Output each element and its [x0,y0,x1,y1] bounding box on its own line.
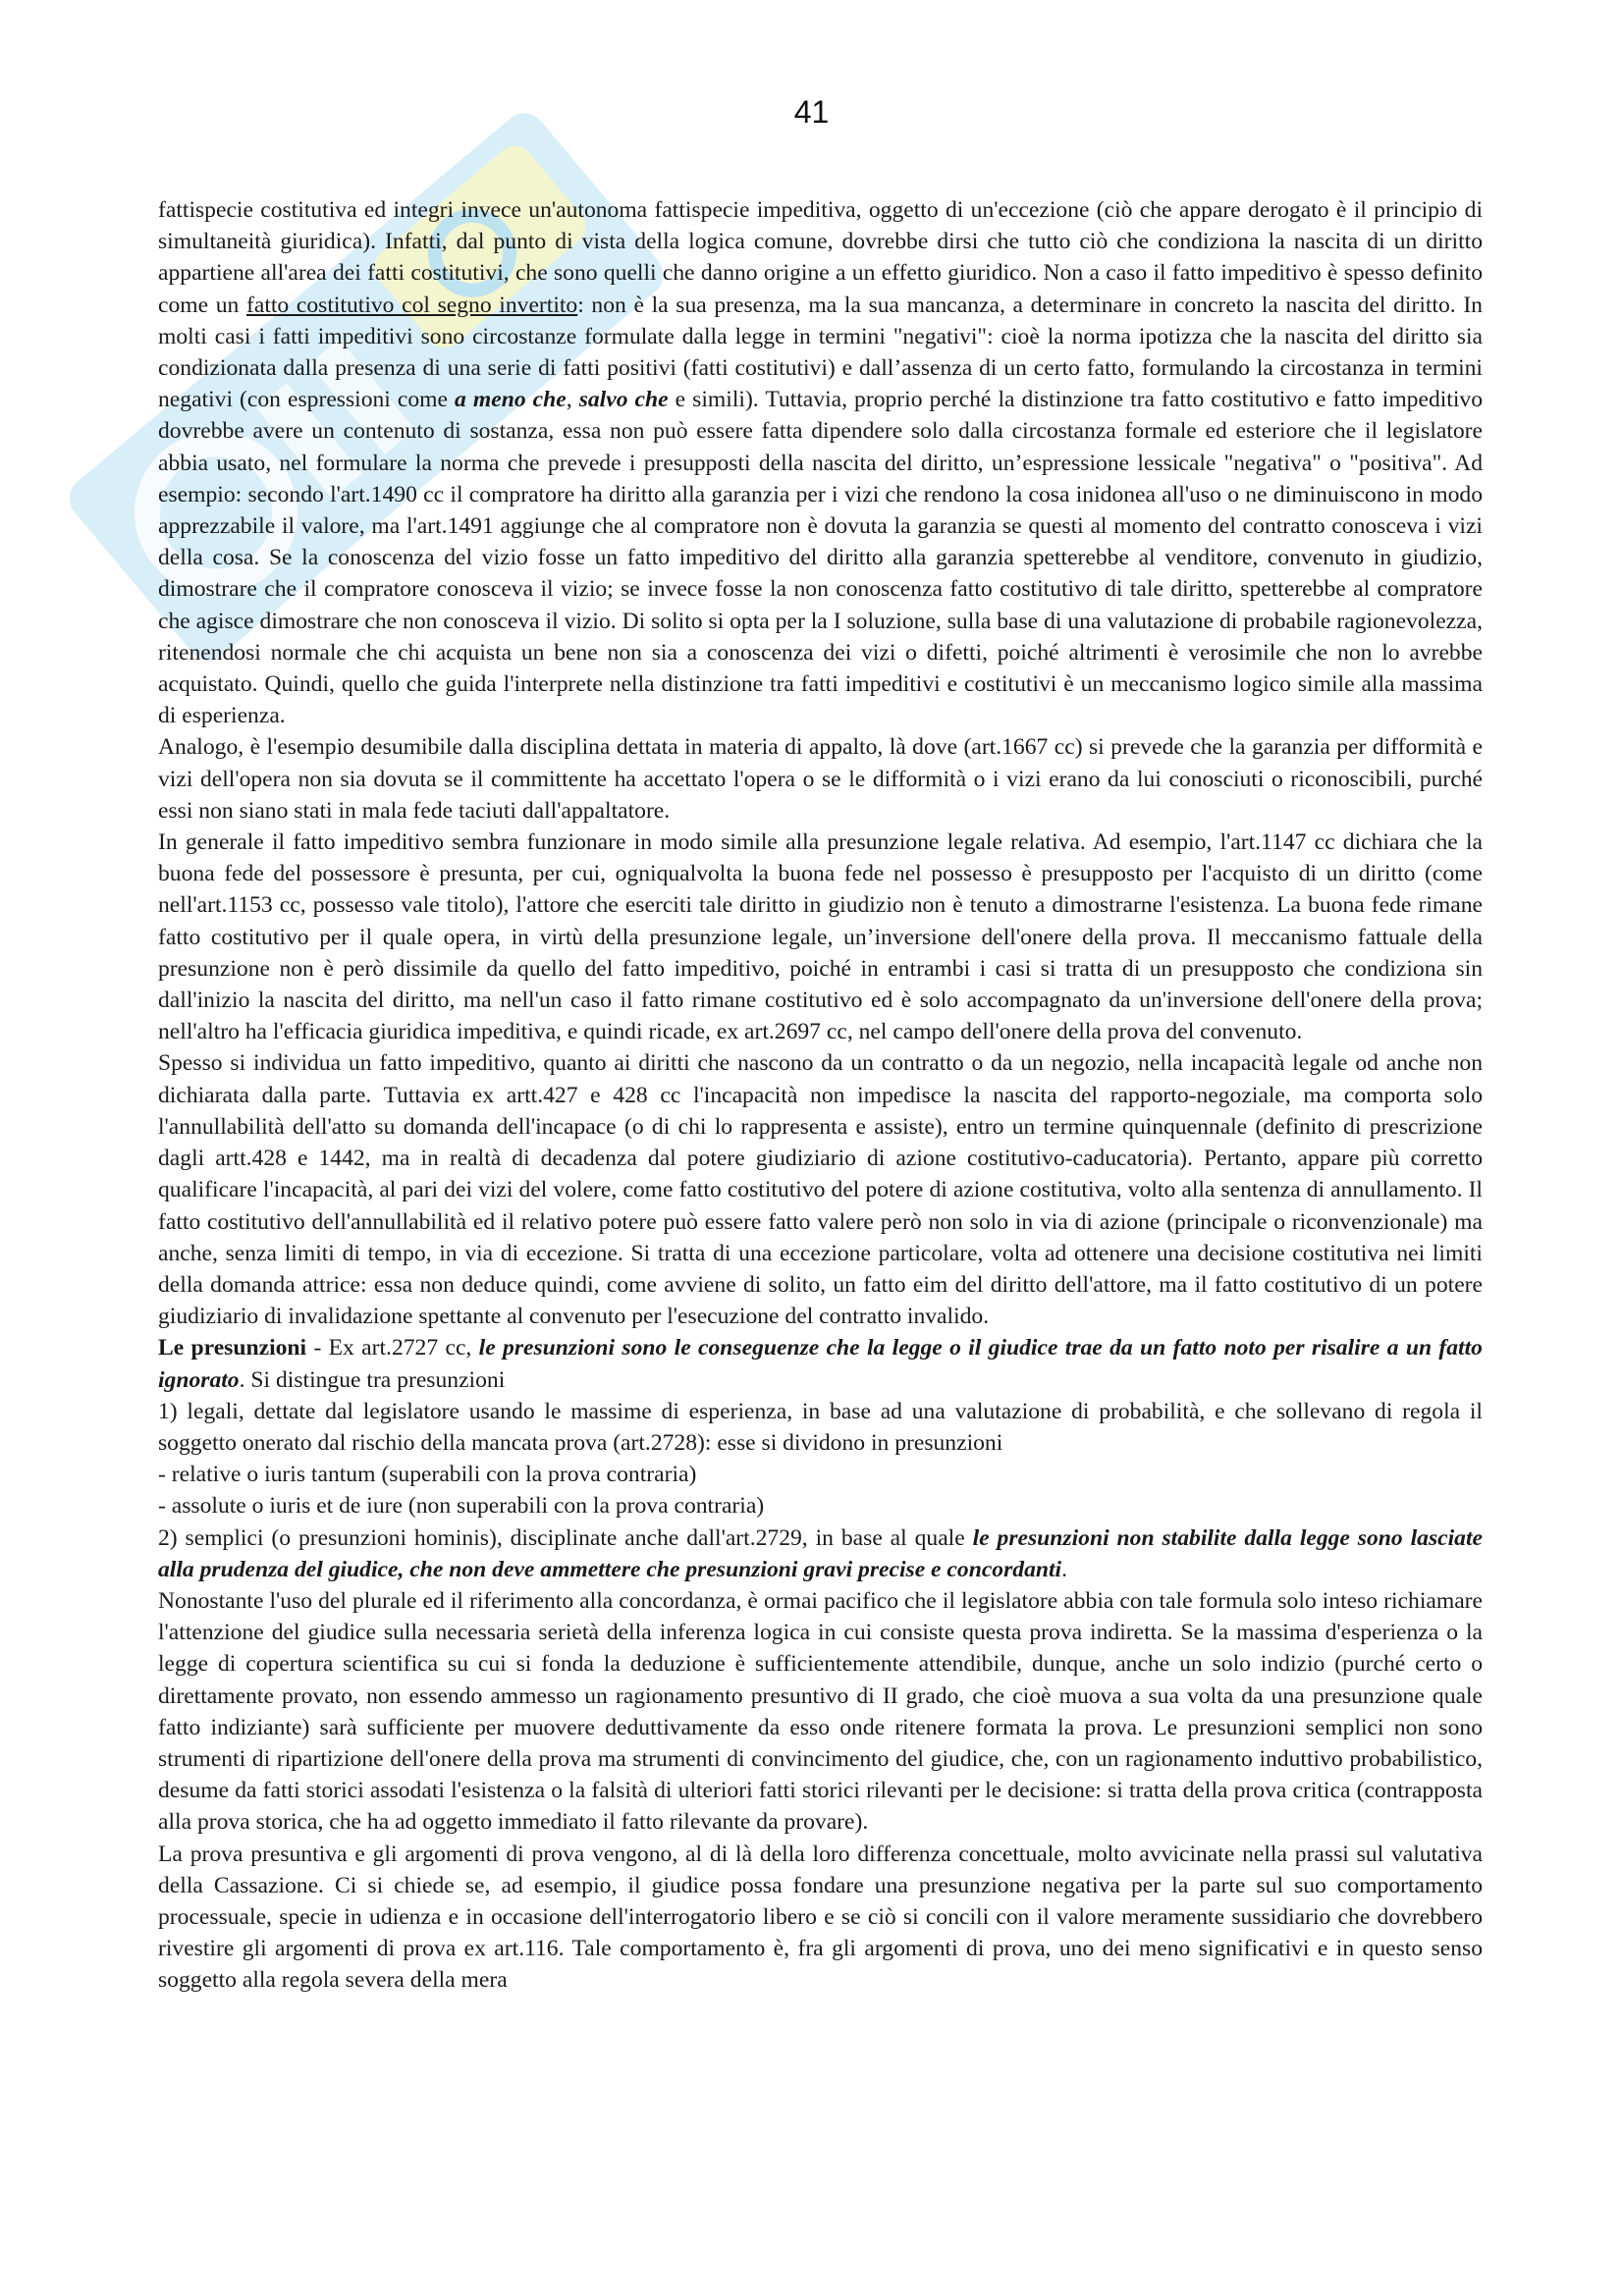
paragraph [158,1332,1483,1395]
paragraph-text: 2) semplici (o presunzioni hominis), disciplinate anche dall'art.2729, in base al quale [158,1524,973,1551]
paragraph-text: . [1061,1556,1068,1582]
legal-quote: le presunzioni non stabilite dalla legge sono lasciate alla prudenza del giudice, che non deve ammettere che presunzioni gravi precise e concordanti [158,1524,1483,1582]
paragraph-text: : non è la sua presenza, ma la sua mancanza, a determinare in concreto la nascita del diritto. In molti casi i fatti impeditivi sono circostanze formulate dalla legge in termini "negativi": cioè la norma ipotizza che la nascita del diritto sia condizionata dalla presenza di una serie di fatti positivi (fatti costitutivi) e dall’assenza di un certo fatto, formulando la circostanza in termini negativi (con espressioni come [158,292,1483,413]
paragraph: La prova presuntiva e gli argomenti di prova vengono, al di là della loro differenza concettuale, molto avvicinate nella prassi sul valutativa della Cassazione. Ci si chiede se, ad esempio, il giudice possa fondare una presunzione negativa per la parte sul suo comportamento processuale, specie in udienza e in occasione dell'interrogatorio libero e se ciò si concili con il valore meramente sussidiario che dovrebbero rivestire gli argomenti di prova ex art.116. Tale comportamento è, fra gli argomenti di prova, uno dei meno significativi e in questo senso soggetto alla regola severa della mera [158,1841,1483,1994]
document-body [158,194,1483,1997]
paragraph: Nonostante l'uso del plurale ed il riferimento alla concordanza, è ormai pacifico che il legislatore abbia con tale formula solo inteso richiamare l'attenzione del giudice sulla necessaria serietà della inferenza logica in cui consiste questa prova indiretta. Se la massima d'esperienza o la legge di copertura scientifica su cui si fonda la deduzione è sufficientemente attendibile, dunque, anche un solo indizio (purché certo o direttamente provato, non essendo ammesso un ragionamento presuntivo di II grado, che cioè muova a sua volta da una presunzione quale fatto indiziante) sarà sufficiente per muovere deduttivamente da esso onde ritenere formata la prova. Le presunzioni semplici non sono strumenti di ripartizione dell'onere della prova ma strumenti di convincimento del giudice, che, con un ragionamento induttivo probabilistico, desume da fatti storici assodati l'esistenza o la falsità di ulteriori fatti storici rilevanti per le decisione: si tratta della prova critica (contrapposta alla prova storica, che ha ad oggetto immediato il fatto rilevante da provare). [158,1587,1483,1836]
list-subitem: - assolute o iuris et de iure (non superabili con la prova contraria) [158,1493,765,1520]
section-heading: Le presunzioni [158,1335,307,1362]
list-subitem: - relative o iuris tantum (superabili con la prova contraria) [158,1462,697,1488]
emphasis-phrase: a meno che [455,387,567,413]
paragraph: Analogo, è l'esempio desumibile dalla disciplina dettata in materia di appalto, là dove (art.1667 cc) si prevede che la garanzia per difformità e vizi dell'opera non sia dovuta se il committente ha accettato l'opera o se le difformità o i vizi erano da lui conosciuti o riconoscibili, purché essi non siano stati in mala fede taciuti dall'appaltatore. [158,734,1483,824]
underlined-phrase: fatto costitutivo col segno invertito [245,292,578,318]
paragraph: Spesso si individua un fatto impeditivo, quanto ai diritti che nascono da un contratto o da un negozio, nella incapacità legale od anche non dichiarata dalla parte. Tuttavia ex artt.427 e 428 cc l'incapacità non impedisce la nascita del rapporto-negoziale, ma comporta solo l'annullabilità dell'atto su domanda dell'incapace (o di chi lo rappresenta e assiste), entro un termine quinquennale (definito di prescrizione dagli artt.428 e 1442, ma in realtà di decadenza dal potere giudiziario di azione costitutivo-caducatoria). Pertanto, appare più corretto qualificare l'incapacità, al pari dei vizi del volere, come fatto costitutivo del potere di azione costitutiva, volto alla sentenza di annullamento. Il fatto costitutivo dell'annullabilità ed il relativo potere può essere fatto valere però non solo in via di azione (principale o riconvenzionale) ma anche, senza limiti di tempo, in via di eccezione. Si tratta di una eccezione particolare, volta ad ottenere una decisione costitutiva nei limiti della domanda attrice: essa non deduce quindi, come avviene di solito, un fatto eim del diritto dell'attore, ma il fatto costitutivo di un potere giudiziario di invalidazione spettante al convenuto per l'esecuzione del contratto invalido. [158,1050,1483,1330]
legal-quote: le presunzioni sono le conseguenze che la legge o il giudice trae da un fatto noto per risalire a un fatto ignorato [158,1335,1483,1393]
list-item [158,1522,1483,1585]
paragraph-text: fattispecie costitutiva ed integri invece un'autonoma fattispecie impeditiva, oggetto di un'eccezione (ciò che appare derogato è il principio di simultaneità giuridica). Infatti, dal punto di vista della logica comune, dovrebbe dirsi che tutto ciò che condiziona la nascita di un diritto appartiene all'area dei fatti costitutivi, che sono quelli che danno origine a un effetto giuridico. Non a caso il fatto impeditivo è spesso definito come un [158,197,1483,318]
emphasis-phrase: salvo che [578,387,669,413]
paragraph [158,194,1483,731]
paragraph-text: - Ex art.2727 cc, [306,1335,479,1362]
paragraph-text: . Si distingue tra presunzioni [239,1366,506,1393]
page-number: 41 [793,94,830,130]
list-item: 1) legali, dettate dal legislatore usando le massime di esperienza, in base ad una valutazione di probabilità, e che sollevano di regola il soggetto onerato dal rischio della mancata prova (art.2728): esse si dividono in presunzioni [158,1398,1483,1456]
paragraph-text: e simili). Tuttavia, proprio perché la distinzione tra fatto costitutivo e fatto impeditivo dovrebbe avere un contenuto di sostanza, essa non può essere fatta dipendere solo dalla circostanza formale ed esteriore che il legislatore abbia usato, nel formulare la norma che prevede i presupposti della nascita del diritto, un’espressione lessicale "negativa" o "positiva". Ad esempio: secondo l'art.1490 cc il compratore ha diritto alla garanzia per i vizi che rendono la cosa inidonea all'uso o ne diminuiscono in modo apprezzabile il valore, ma l'art.1491 aggiunge che al compratore non è dovuta la garanzia se questi al momento del contratto conosceva i vizi della cosa. Se la conoscenza del vizio fosse un fatto impeditivo del diritto alla garanzia spetterebbe al venditore, convenuto in giudizio, dimostrare che il compratore conosceva il vizio; se invece fosse la non conoscenza fatto costitutivo di tale diritto, spetterebbe al compratore che agisce dimostrare che non conosceva il vizio. Di solito si opta per la I soluzione, sulla base di una valutazione di probabile ragionevolezza, ritenendosi normale che chi acquista un bene non sia a conoscenza dei vizi o difetti, poiché altrimenti è verosimile che non lo avrebbe acquistato. Quindi, quello che guida l'interprete nella distinzione tra fatti impeditivi e costitutivi è un meccanismo logico simile alla massima di esperienza. [158,387,1484,729]
paragraph: In generale il fatto impeditivo sembra funzionare in modo simile alla presunzione legale relativa. Ad esempio, l'art.1147 cc dichiara che la buona fede del possessore è presunta, per cui, ogniqualvolta la buona fede nel possesso è presupposto per l'acquisto di un diritto (come nell'art.1153 cc, possesso vale titolo), l'attore che eserciti tale diritto in giudizio non è tenuto a dimostrarne l'esistenza. La buona fede rimane fatto costitutivo per il quale opera, in virtù della presunzione legale, un’inversione dell'onere della prova. Il meccanismo fattuale della presunzione non è però dissimile da quello del fatto impeditivo, poiché in entrambi i casi si tratta di un presupposto che condiziona sin dall'inizio la nascita del diritto, ma nell'un caso il fatto rimane costitutivo ed è solo accompagnato da un'inversione dell'onere della prova; nell'altro ha l'efficacia giuridica impeditiva, e quindi ricade, ex art.2697 cc, nel campo dell'onere della prova del convenuto. [158,829,1483,1045]
paragraph-text: , [566,387,579,413]
